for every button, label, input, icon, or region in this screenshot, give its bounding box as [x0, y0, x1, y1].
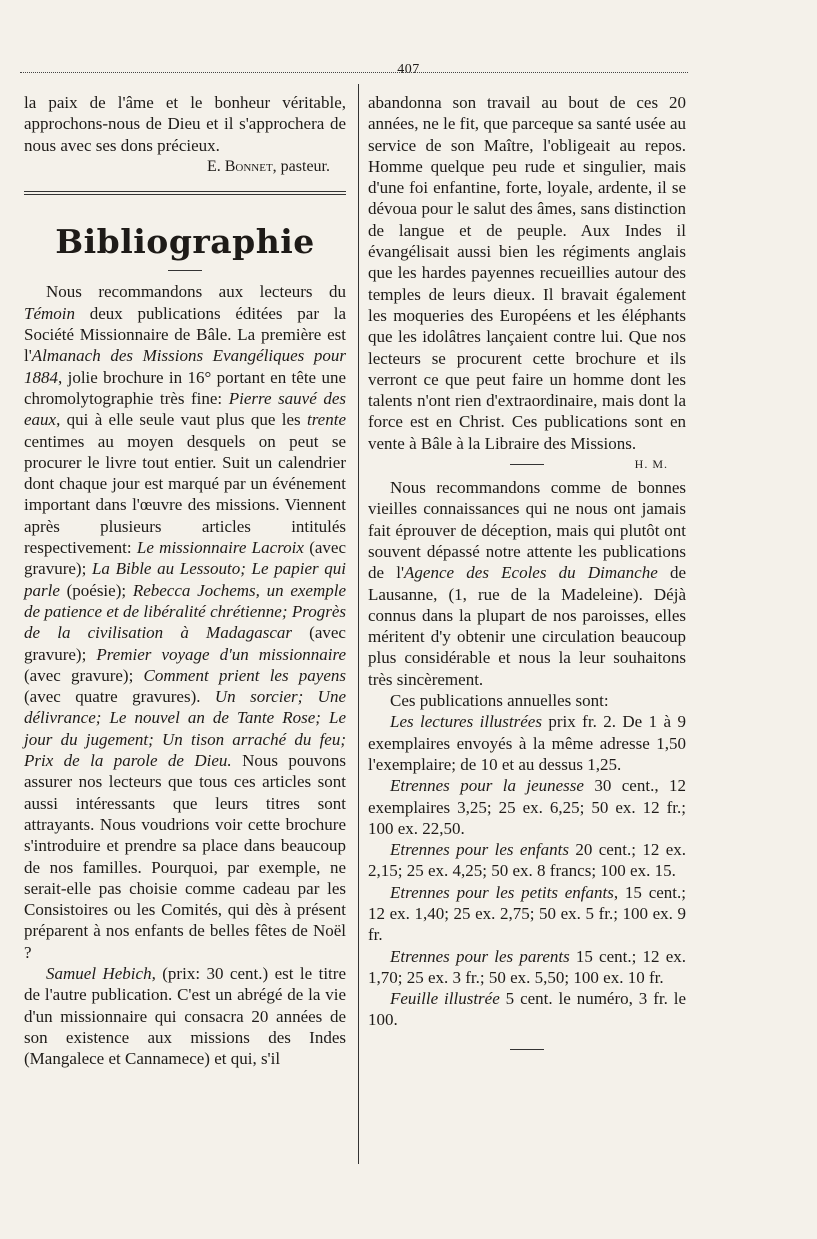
- column-divider: [358, 84, 359, 1164]
- intro-text: la paix de l'âme et le bonheur véritable, approchons-nous de Dieu et il s'approchera de nous avec ses dons précieux.: [24, 93, 346, 155]
- list-item-lectures: Les lectures illustrées prix fr. 2. De 1 à 9 exemplaires envoyés à la même adresse 1,50 l'exemplaire; de 10 et au dessus 1,25.: [368, 712, 686, 774]
- list-intro: Ces publications annuelles sont:: [390, 691, 609, 711]
- list-item-parents: Etrennes pour les parents 15 cent.; 12 ex. 1,70; 25 ex. 3 fr.; 50 ex. 5,50; 100 ex. 10 fr.: [368, 946, 686, 987]
- list-item-enfants: Etrennes pour les enfants 20 cent.; 12 ex. 2,15; 25 ex. 4,25; 50 ex. 8 francs; 100 ex. 15.: [368, 840, 686, 881]
- page-number: 407: [397, 62, 420, 77]
- paragraph-agence: Nous recommandons comme de bonnes vieilles connaissances qui ne nous ont jamais fait éprouver de déception, mais qui plutôt ont souvent dépassé notre attente les publications de l'Agence des Ecoles du Dimanche de Lausanne, (1, rue de la Madeleine). Déjà connus dans la plupart de nos paroisses, elles méritent d'y obtenir une circulation beaucoup plus considérable et nous la leur souhaitons très sincèrement.: [368, 478, 686, 689]
- right-column: [368, 92, 686, 1060]
- paragraph-hebich-text: abandonna son travail au bout de ces 20 années, ne le fit, que parceque sa santé usée au service de son Maître, l'obligeait au repos. Homme quelque peu rude et singulier, mais d'une foi enfantine, forte, loyale, ardente, il se dévoua pour le salut des âmes, sans distinction de langue et de peuple. Aux Indes il évangélisait aussi bien les régiments anglais que les hardes payennes recueillies autour des temples de leurs dieux. Il bravait également les moqueries des Européens et les éléphants que les idolâtres lançaient contre lui. Que nos lecteurs se procurent cette brochure et ils verront ce que peut faire un homme dont les talents n'ont rien d'extraordinaire, mais dont la force est en Christ. Ces publications sont en vente à Bâle à la Libraire des Missions.: [368, 93, 686, 453]
- paragraph-almanach: Nous recommandons aux lecteurs du Témoin deux publications éditées par la Société Missionnaire de Bâle. La première est l'Almanach des Missions Evangéliques pour 1884, jolie brochure in 16° portant en tête une chromolytographie très fine: Pierre sauvé des eaux, qui à elle seule vaut plus que les trente centimes au moyen desquels on peut se procurer le livre tout entier. Suit un calendrier dont chaque jour est marqué par un événement important dans l'œuvre des missions. Viennent après plusieurs articles intitulés respectivement: Le missionnaire Lacroix (avec gravure); La Bible au Lessouto; Le papier qui parle (poésie); Rebecca Jochems, un exemple de patience et de libéralité chrétienne; Progrès de la civilisation à Madagascar (avec gravure); Premier voyage d'un missionnaire (avec gravure); Comment prient les payens (avec quatre gravures). Un sorcier; Une délivrance; Le nouvel an de Tante Rose; Le jour du jugement; Un tison arraché du feu; Prix de la parole de Dieu. Nous pouvons assurer nos lecteurs que tous ces articles sont aussi intéressants que leurs titres sont attrayants. Nous voudrions voir cette brochure s'introduire et prendre sa place dans beaucoup de nos familles. Pourquoi, par exemple, ne serait-elle pas choisie comme cadeau par les Consistoires ou les Comités, qui dès à présent préparent à nos enfants de belles fêtes de Noël ?: [24, 282, 346, 962]
- section-title: Bibliographie: [55, 222, 315, 262]
- paragraph-hebich: Samuel Hebich, (prix: 30 cent.) est le titre de l'autre publication. C'est un abrégé de la vie d'un missionnaire qui consacra 20 années de son existence aux missions des Indes (Mangalece et Cannamece) et qui, s'il: [24, 963, 346, 1069]
- left-column: [24, 92, 346, 1069]
- list-item-jeunesse: Etrennes pour la jeunesse 30 cent., 12 exemplaires 3,25; 25 ex. 6,25; 50 ex. 12 fr.; 100 ex. 22,50.: [368, 776, 686, 838]
- header-rule: [20, 72, 688, 73]
- author-initials: H. M.: [634, 457, 668, 472]
- title-dash: [168, 270, 202, 271]
- article-end-rule: [24, 191, 346, 195]
- section-dash: [510, 464, 544, 465]
- paragraph-hebich-cont: [368, 92, 686, 472]
- signature-name: E. Bonnet: [206, 157, 273, 175]
- list-item-feuille: Feuille illustrée 5 cent. le numéro, 3 fr. le 100.: [368, 989, 686, 1030]
- signature: [24, 156, 346, 177]
- list-item-petits-enfants: Etrennes pour les petits enfants, 15 cent.; 12 ex. 1,40; 25 ex. 2,75; 50 ex. 5 fr.; 100 ex. 9 fr.: [368, 882, 686, 945]
- signature-title: , pasteur.: [272, 157, 330, 175]
- end-dash: [510, 1049, 544, 1050]
